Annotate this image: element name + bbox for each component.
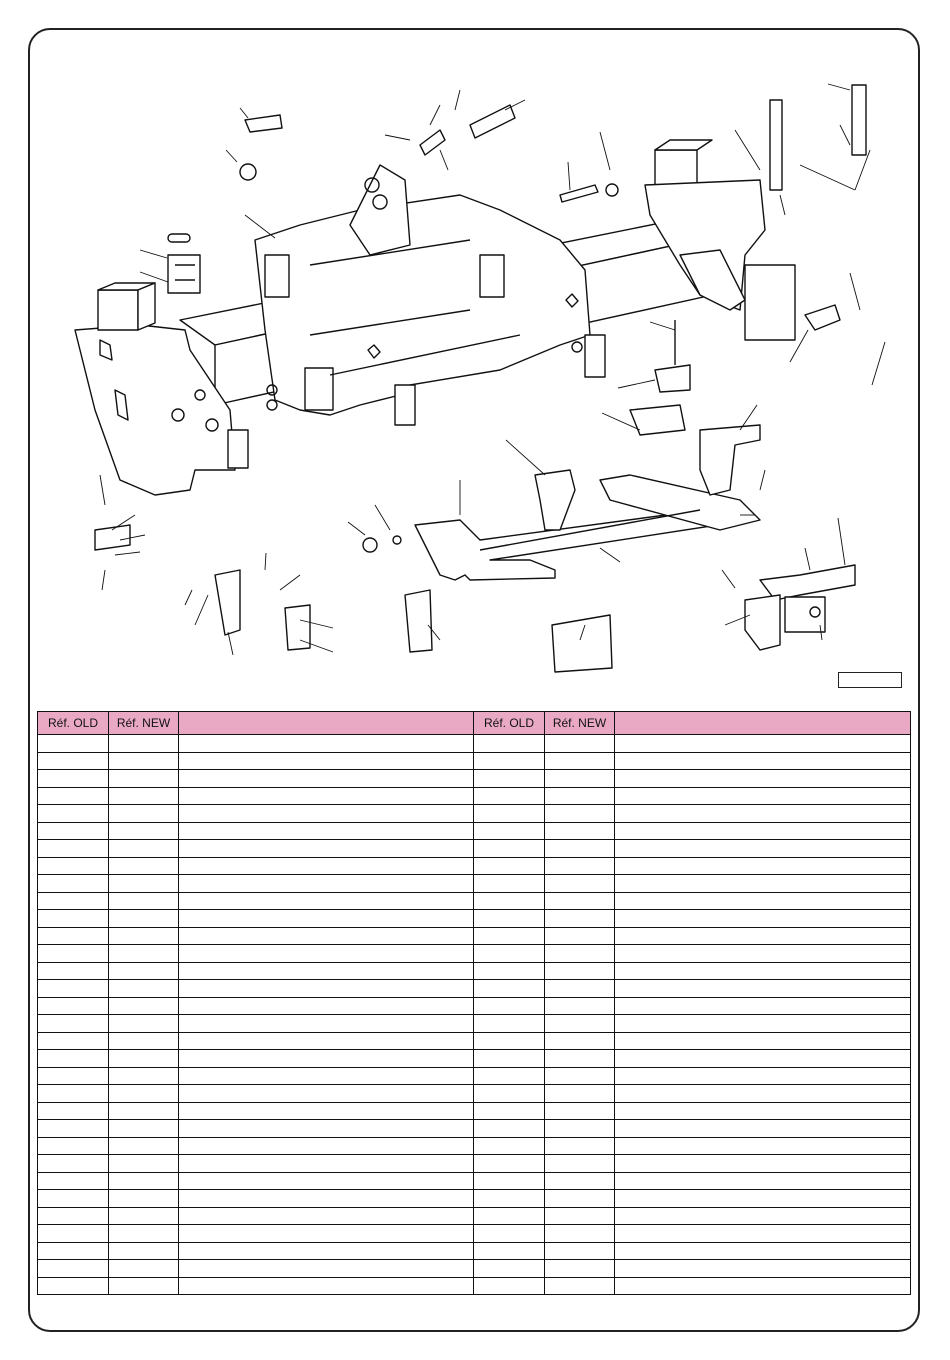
table-row xyxy=(38,1172,911,1190)
table-cell xyxy=(474,1155,545,1173)
table-cell xyxy=(615,1137,911,1155)
table-cell xyxy=(109,735,179,753)
table-cell xyxy=(615,1015,911,1033)
table-cell xyxy=(38,1155,109,1173)
table-cell xyxy=(109,1137,179,1155)
table-cell xyxy=(474,1067,545,1085)
table-row xyxy=(38,1242,911,1260)
table-cell xyxy=(38,840,109,858)
table-cell xyxy=(109,805,179,823)
table-cell xyxy=(38,892,109,910)
table-row xyxy=(38,997,911,1015)
table-cell xyxy=(545,822,615,840)
table-cell xyxy=(615,1050,911,1068)
table-cell xyxy=(179,1102,474,1120)
table-row xyxy=(38,787,911,805)
table-cell xyxy=(615,1120,911,1138)
table-cell xyxy=(38,1207,109,1225)
table-cell xyxy=(615,1172,911,1190)
table-cell xyxy=(179,1085,474,1103)
table-cell xyxy=(474,805,545,823)
header-ref-old-left: Réf. OLD xyxy=(38,712,109,735)
table-cell xyxy=(615,875,911,893)
table-cell xyxy=(179,1225,474,1243)
header-description-right xyxy=(615,712,911,735)
table-cell xyxy=(38,1190,109,1208)
table-header-row xyxy=(38,712,911,735)
table-cell xyxy=(545,980,615,998)
table-cell xyxy=(179,1067,474,1085)
table-row xyxy=(38,927,911,945)
table-cell xyxy=(474,1225,545,1243)
table-row xyxy=(38,735,911,753)
table-cell xyxy=(545,1190,615,1208)
table-cell xyxy=(38,1102,109,1120)
table-cell xyxy=(545,892,615,910)
table-cell xyxy=(179,1190,474,1208)
table-cell xyxy=(474,1032,545,1050)
table-row xyxy=(38,892,911,910)
parts-table xyxy=(37,711,911,1295)
table-cell xyxy=(615,840,911,858)
table-cell xyxy=(615,1067,911,1085)
table-cell xyxy=(38,770,109,788)
table-cell xyxy=(38,910,109,928)
table-cell xyxy=(109,787,179,805)
table-cell xyxy=(615,1102,911,1120)
table-cell xyxy=(38,875,109,893)
table-cell xyxy=(179,1120,474,1138)
parts-table-body xyxy=(38,735,911,1295)
table-cell xyxy=(109,945,179,963)
table-row xyxy=(38,1120,911,1138)
table-cell xyxy=(179,1207,474,1225)
table-cell xyxy=(38,1277,109,1295)
table-cell xyxy=(474,997,545,1015)
table-cell xyxy=(615,945,911,963)
table-cell xyxy=(545,1137,615,1155)
table-cell xyxy=(545,1067,615,1085)
table-cell xyxy=(38,1050,109,1068)
table-cell xyxy=(109,1242,179,1260)
table-row xyxy=(38,910,911,928)
table-cell xyxy=(615,910,911,928)
table-cell xyxy=(474,840,545,858)
reference-box xyxy=(838,672,902,688)
table-cell xyxy=(474,752,545,770)
lower-cross-frame xyxy=(415,405,760,580)
table-cell xyxy=(474,1207,545,1225)
table-cell xyxy=(38,857,109,875)
table-cell xyxy=(615,1260,911,1278)
table-cell xyxy=(545,787,615,805)
table-cell xyxy=(615,805,911,823)
table-cell xyxy=(615,1085,911,1103)
table-cell xyxy=(615,1277,911,1295)
table-cell xyxy=(474,927,545,945)
table-cell xyxy=(545,770,615,788)
table-cell xyxy=(545,875,615,893)
table-cell xyxy=(474,962,545,980)
table-cell xyxy=(615,927,911,945)
table-cell xyxy=(615,857,911,875)
table-cell xyxy=(179,735,474,753)
table-cell xyxy=(615,822,911,840)
table-cell xyxy=(615,962,911,980)
table-row xyxy=(38,875,911,893)
table-cell xyxy=(615,1242,911,1260)
table-cell xyxy=(615,787,911,805)
header-description-left xyxy=(179,712,474,735)
table-cell xyxy=(545,735,615,753)
table-cell xyxy=(109,1067,179,1085)
table-cell xyxy=(615,1225,911,1243)
table-cell xyxy=(38,752,109,770)
table-cell xyxy=(179,857,474,875)
table-cell xyxy=(179,980,474,998)
table-cell xyxy=(38,1015,109,1033)
table-cell xyxy=(615,1032,911,1050)
table-cell xyxy=(615,892,911,910)
table-cell xyxy=(38,1085,109,1103)
table-cell xyxy=(179,997,474,1015)
table-cell xyxy=(179,787,474,805)
table-cell xyxy=(38,1172,109,1190)
table-row xyxy=(38,840,911,858)
table-cell xyxy=(109,1207,179,1225)
table-cell xyxy=(179,945,474,963)
table-cell xyxy=(109,1155,179,1173)
table-cell xyxy=(545,1242,615,1260)
table-cell xyxy=(545,997,615,1015)
table-cell xyxy=(474,875,545,893)
table-cell xyxy=(474,1242,545,1260)
table-cell xyxy=(179,1015,474,1033)
table-cell xyxy=(38,787,109,805)
table-cell xyxy=(38,1260,109,1278)
table-cell xyxy=(109,1032,179,1050)
table-row xyxy=(38,1085,911,1103)
table-cell xyxy=(38,962,109,980)
table-cell xyxy=(545,1102,615,1120)
table-cell xyxy=(109,1190,179,1208)
table-cell xyxy=(38,945,109,963)
table-cell xyxy=(545,1172,615,1190)
table-cell xyxy=(38,1120,109,1138)
table-cell xyxy=(38,1137,109,1155)
table-cell xyxy=(109,892,179,910)
table-cell xyxy=(179,770,474,788)
table-cell xyxy=(474,822,545,840)
table-cell xyxy=(179,752,474,770)
table-cell xyxy=(38,822,109,840)
table-cell xyxy=(545,1015,615,1033)
table-cell xyxy=(38,980,109,998)
table-row xyxy=(38,770,911,788)
table-cell xyxy=(109,770,179,788)
table-cell xyxy=(545,1050,615,1068)
table-row xyxy=(38,945,911,963)
table-cell xyxy=(38,735,109,753)
table-cell xyxy=(38,1225,109,1243)
table-cell xyxy=(109,1085,179,1103)
table-row xyxy=(38,1277,911,1295)
table-cell xyxy=(179,1155,474,1173)
table-cell xyxy=(109,1050,179,1068)
table-cell xyxy=(109,1172,179,1190)
table-cell xyxy=(474,1277,545,1295)
table-cell xyxy=(545,1207,615,1225)
table-cell xyxy=(615,1155,911,1173)
table-cell xyxy=(474,787,545,805)
table-cell xyxy=(474,735,545,753)
table-cell xyxy=(109,927,179,945)
table-cell xyxy=(615,1207,911,1225)
table-row xyxy=(38,1155,911,1173)
table-cell xyxy=(179,962,474,980)
table-cell xyxy=(545,1085,615,1103)
table-cell xyxy=(179,1260,474,1278)
table-cell xyxy=(179,927,474,945)
table-cell xyxy=(545,1032,615,1050)
table-cell xyxy=(179,805,474,823)
table-cell xyxy=(474,1085,545,1103)
table-cell xyxy=(179,840,474,858)
table-cell xyxy=(179,1242,474,1260)
table-cell xyxy=(615,980,911,998)
table-cell xyxy=(38,805,109,823)
table-cell xyxy=(109,962,179,980)
table-cell xyxy=(474,892,545,910)
table-cell xyxy=(615,997,911,1015)
table-cell xyxy=(545,1260,615,1278)
header-ref-new-right: Réf. NEW xyxy=(545,712,615,735)
table-row xyxy=(38,1032,911,1050)
table-row xyxy=(38,1067,911,1085)
table-cell xyxy=(545,1120,615,1138)
table-cell xyxy=(615,735,911,753)
table-cell xyxy=(109,857,179,875)
table-cell xyxy=(474,1172,545,1190)
table-cell xyxy=(474,910,545,928)
table-cell xyxy=(179,892,474,910)
table-row xyxy=(38,1137,911,1155)
table-cell xyxy=(109,752,179,770)
table-cell xyxy=(38,1242,109,1260)
table-row xyxy=(38,1015,911,1033)
table-row xyxy=(38,1050,911,1068)
table-cell xyxy=(545,962,615,980)
table-cell xyxy=(109,840,179,858)
table-cell xyxy=(545,910,615,928)
table-row xyxy=(38,805,911,823)
table-cell xyxy=(474,1190,545,1208)
table-cell xyxy=(179,1137,474,1155)
table-row xyxy=(38,822,911,840)
table-cell xyxy=(615,752,911,770)
table-cell xyxy=(38,927,109,945)
table-row xyxy=(38,1260,911,1278)
table-cell xyxy=(545,1277,615,1295)
table-cell xyxy=(109,1015,179,1033)
table-cell xyxy=(109,1120,179,1138)
table-cell xyxy=(474,1120,545,1138)
table-row xyxy=(38,752,911,770)
table-cell xyxy=(545,857,615,875)
table-cell xyxy=(109,997,179,1015)
table-cell xyxy=(545,752,615,770)
table-cell xyxy=(109,1225,179,1243)
table-cell xyxy=(545,945,615,963)
table-row xyxy=(38,1102,911,1120)
table-cell xyxy=(179,1277,474,1295)
header-ref-old-right: Réf. OLD xyxy=(474,712,545,735)
table-cell xyxy=(615,1190,911,1208)
table-cell xyxy=(474,1260,545,1278)
table-cell xyxy=(109,980,179,998)
table-cell xyxy=(179,1050,474,1068)
table-cell xyxy=(545,805,615,823)
table-cell xyxy=(109,875,179,893)
table-cell xyxy=(179,910,474,928)
table-cell xyxy=(474,1137,545,1155)
table-cell xyxy=(615,770,911,788)
table-cell xyxy=(179,1032,474,1050)
table-cell xyxy=(545,927,615,945)
table-cell xyxy=(109,910,179,928)
table-cell xyxy=(179,822,474,840)
table-cell xyxy=(474,1050,545,1068)
table-cell xyxy=(474,1015,545,1033)
table-row xyxy=(38,1225,911,1243)
table-cell xyxy=(109,1260,179,1278)
table-cell xyxy=(38,1032,109,1050)
table-cell xyxy=(545,1225,615,1243)
table-cell xyxy=(38,997,109,1015)
table-cell xyxy=(474,945,545,963)
center-frame xyxy=(255,165,605,425)
table-row xyxy=(38,962,911,980)
table-cell xyxy=(545,1155,615,1173)
table-cell xyxy=(38,1067,109,1085)
table-cell xyxy=(474,1102,545,1120)
table-row xyxy=(38,857,911,875)
header-ref-new-left: Réf. NEW xyxy=(109,712,179,735)
table-row xyxy=(38,1207,911,1225)
table-cell xyxy=(179,875,474,893)
right-hardware-group xyxy=(745,85,866,650)
table-cell xyxy=(474,770,545,788)
table-cell xyxy=(109,1277,179,1295)
table-cell xyxy=(109,822,179,840)
table-cell xyxy=(109,1102,179,1120)
table-row xyxy=(38,980,911,998)
table-cell xyxy=(545,840,615,858)
table-cell xyxy=(179,1172,474,1190)
table-cell xyxy=(474,980,545,998)
table-cell xyxy=(474,857,545,875)
table-row xyxy=(38,1190,911,1208)
